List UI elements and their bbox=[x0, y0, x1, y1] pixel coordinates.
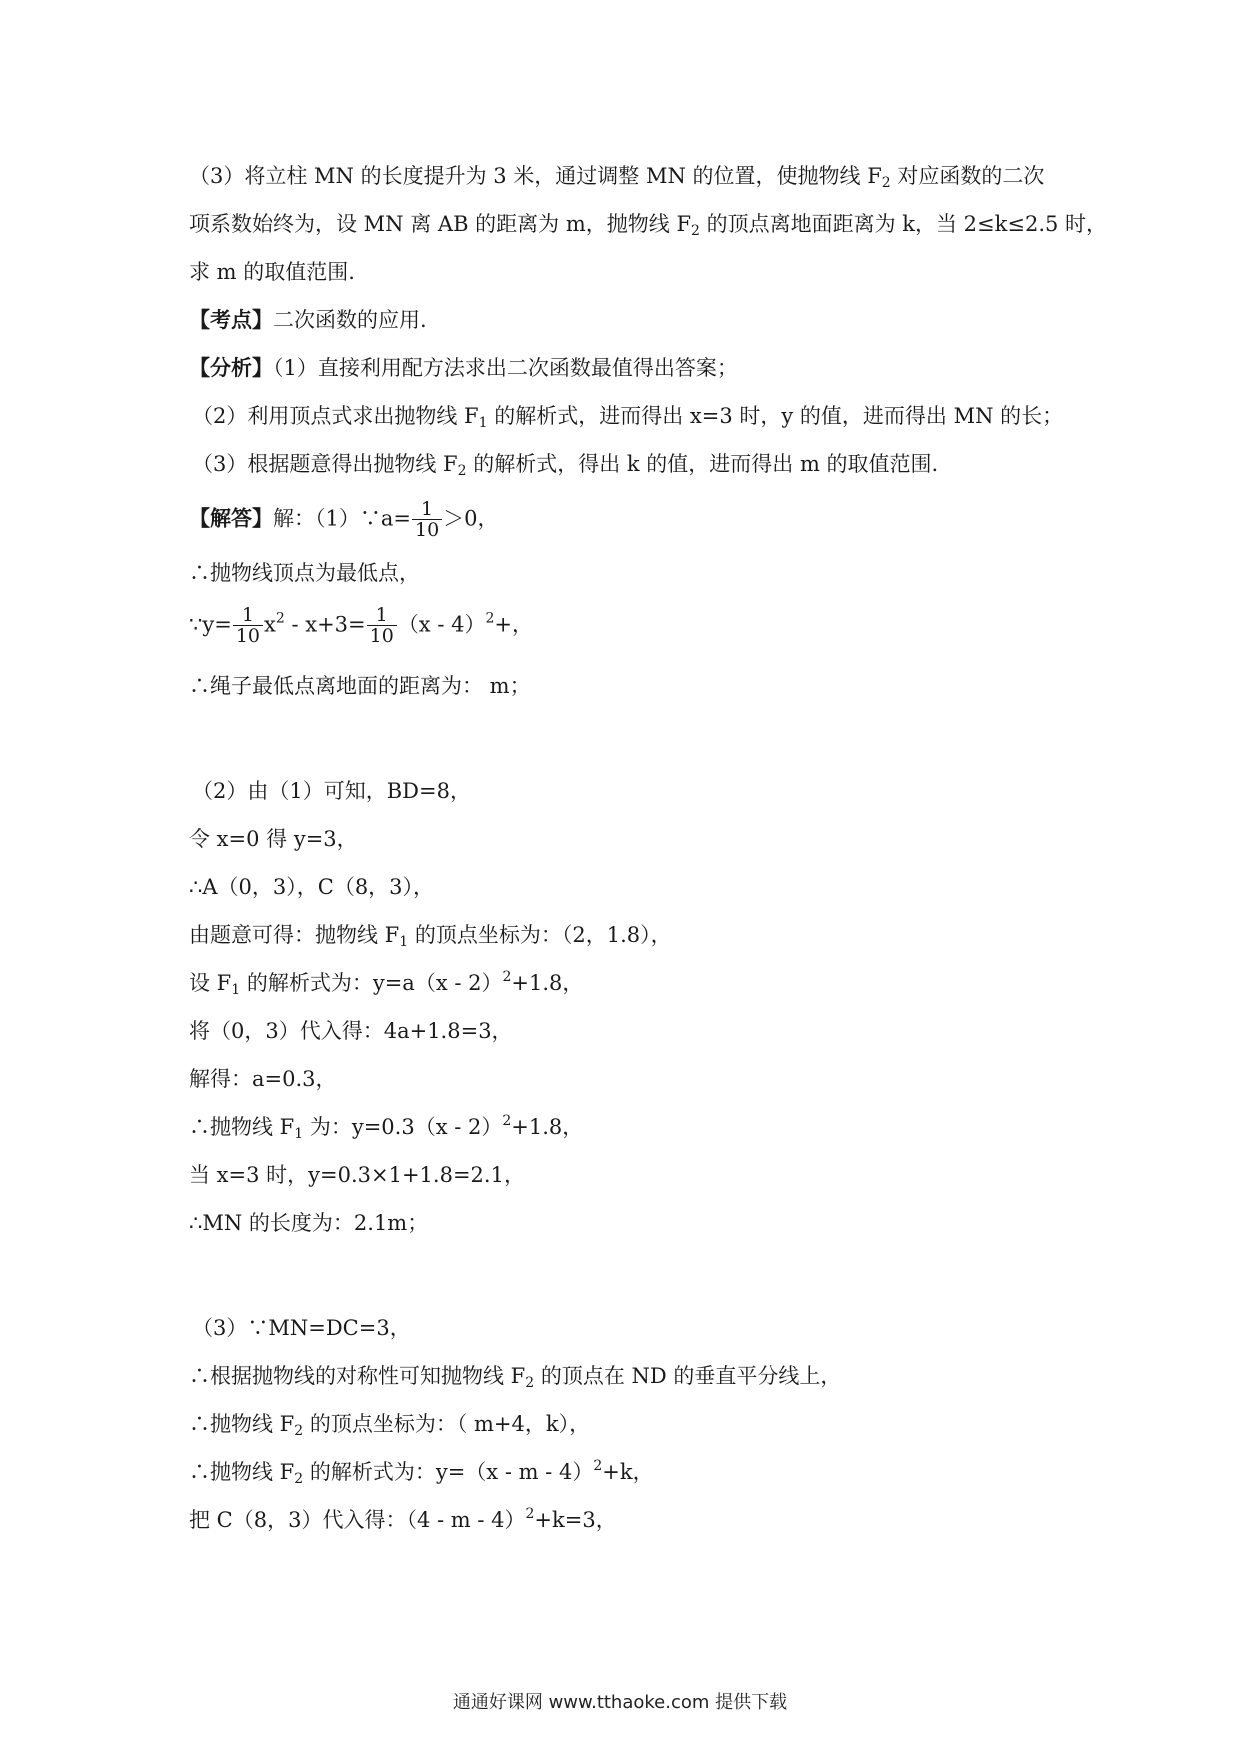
part2-line-6: 将（0，3）代入得：4a+1.8=3， bbox=[189, 1019, 513, 1043]
fenxi-line-3: （3）根据题意得出抛物线 $F_2$ 的解析式，得出 k 的值，进而得出 m 的取值范围. bbox=[192, 452, 939, 479]
part3-line-1: （3）∵MN=DC=3， bbox=[192, 1316, 411, 1340]
problem-3-line-3: 求 m 的取值范围. bbox=[189, 260, 355, 284]
jieda-line-2: ∴抛物线顶点为最低点， bbox=[189, 561, 420, 585]
problem-3-line-1: （3）将立柱 MN 的长度提升为 3 米，通过调整 MN 的位置，使抛物线 $F_2$ 对应函数的二次 bbox=[189, 164, 1045, 191]
part2-line-1: （2）由（1）可知，BD=8， bbox=[192, 779, 471, 803]
fraction-1-10-a: $\frac{1}{10}$ bbox=[233, 606, 263, 646]
kaodian-tag: 【考点】 bbox=[189, 307, 273, 332]
part2-line-8: ∴抛物线 $F_1$ 为：y=0.3（x - 2）$^2$+1.8， bbox=[189, 1113, 584, 1142]
fenxi-line-1: 【分析】（1）直接利用配方法求出二次函数最值得出答案； bbox=[189, 355, 738, 380]
fraction-1-10-b: $\frac{1}{10}$ bbox=[367, 606, 397, 646]
part2-line-2: 令 x=0 得 y=3， bbox=[189, 827, 358, 851]
part3-line-5: 把 C（8，3）代入得：（4 - m - 4）$^2$+k=3， bbox=[189, 1506, 617, 1532]
footer-credit: 通通好课网 www.tthaoke.com 提供下载 bbox=[452, 1692, 788, 1713]
jieda-line-3: ∵y= $\frac{1}{10}$ $x^2 - x+3=$ $\frac{1}{10}$ （x - 4）$^2$+， bbox=[189, 604, 533, 647]
kaodian-line: 【考点】二次函数的应用. bbox=[189, 307, 427, 332]
problem-3-line-2: 项系数始终为，设 MN 离 AB 的距离为 m，抛物线 $F_2$ 的顶点离地面距离为 k，当 2≤k≤2.5 时， bbox=[189, 212, 1108, 239]
jieda-line-1: 【解答】解：（1）∵a= $\frac{1}{10}$ ＞0， bbox=[189, 498, 499, 541]
part3-line-3: ∴抛物线 $F_2$ 的顶点坐标为：（ m+4，k）， bbox=[189, 1412, 591, 1439]
part2-line-7: 解得：a=0.3， bbox=[189, 1067, 337, 1091]
jieda-line-4: ∴绳子最低点离地面的距离为： m； bbox=[189, 674, 531, 698]
part2-line-3: ∴A（0，3），C（8，3）， bbox=[189, 875, 435, 899]
fraction-1-10: $\frac{1}{10}$ bbox=[412, 500, 442, 540]
part2-line-10: ∴MN 的长度为：2.1m； bbox=[189, 1211, 429, 1235]
part2-line-9: 当 x=3 时，y=0.3×1+1.8=2.1， bbox=[189, 1163, 525, 1187]
part3-line-2: ∴根据抛物线的对称性可知抛物线 $F_2$ 的顶点在 ND 的垂直平分线上， bbox=[189, 1364, 842, 1391]
part2-line-4: 由题意可得：抛物线 $F_1$ 的顶点坐标为：（2，1.8）， bbox=[189, 923, 672, 950]
fenxi-line-2: （2）利用顶点式求出抛物线 $F_1$ 的解析式，进而得出 x=3 时，y 的值，进而得出 MN 的长； bbox=[192, 404, 1064, 431]
part3-line-4: ∴抛物线 $F_2$ 的解析式为：y=（x - m - 4）$^2$+k， bbox=[189, 1458, 654, 1487]
part2-line-5: 设 $F_1$ 的解析式为：y=a（x - 2）$^2$+1.8， bbox=[189, 969, 584, 998]
fenxi-tag: 【分析】 bbox=[189, 355, 273, 380]
jieda-tag: 【解答】 bbox=[189, 505, 273, 531]
